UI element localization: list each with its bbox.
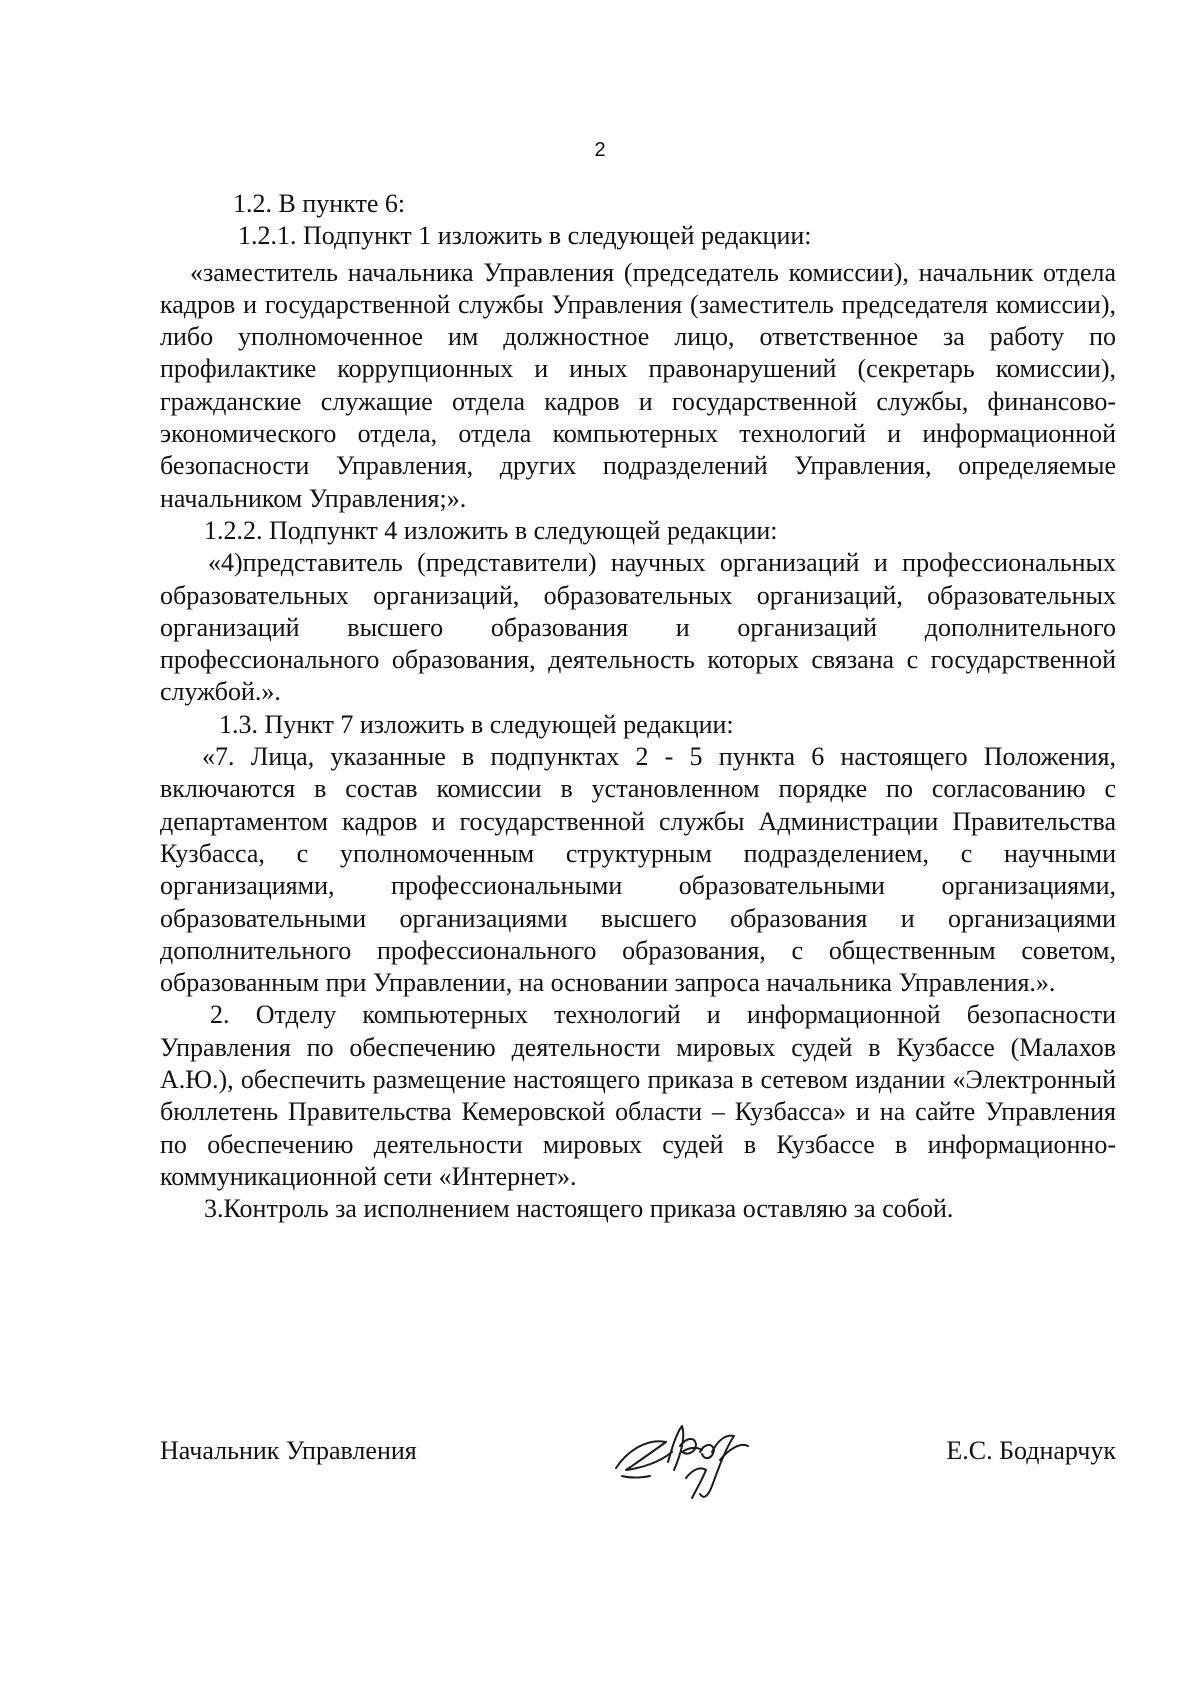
page-number: 2 [594,139,606,161]
document-body [160,188,1116,1226]
handwritten-signature [608,1390,758,1505]
signatory-position: Начальник Управления [160,1436,417,1465]
signatory-name: Е.С. Боднарчук [946,1436,1116,1465]
paragraph-quote-item-7: «7. Лица, указанные в подпунктах 2 - 5 пункта 6 настоящего Положения, включаются в состав комиссии в установленном порядке по согласованию с департаментом кадров и государственной службы Администрации Правительства Кузбасса, с уполномоченным структурным подразделением, с научными организациями, профессиональными образовательными организациями, образовательными организациями высшего образования и организациями дополнительного профессионального образования, с общественным советом, образованным при Управлении, на основании запроса начальника Управления.». [160,742,1116,998]
paragraph-1-2: 1.2. В пункте 6: [233,189,406,218]
paragraph-1-3: 1.3. Пункт 7 изложить в следующей редакции: [219,709,734,739]
signature-block [160,1428,1116,1538]
paragraph-2: 2. Отделу компьютерных технологий и информационной безопасности Управления по обеспечению деятельности мировых судей в Кузбассе (Малахов А.Ю.), обеспечить размещение настоящего приказа в сетевом издании «Электронный бюллетень Правительства Кемеровской области – Кузбасса» и на сайте Управления по обеспечению деятельности мировых судей в Кузбассе в информационно-коммуникационной сети «Интернет». [160,1000,1116,1191]
paragraph-1-2-2: 1.2.2. Подпункт 4 изложить в следующей редакции: [204,515,778,545]
paragraph-1-2-1: 1.2.1. Подпункт 1 изложить в следующей редакции: [238,221,812,251]
paragraph-quote-subitem-4: «4)представитель (представители) научных организаций и профессиональных образовательных организаций, образовательных организаций, образовательных организаций высшего образования и организаций дополнительного профессионального образования, деятельность которых связана с государственной службой.». [160,548,1116,707]
paragraph-quote-subitem-1: «заместитель начальника Управления (председатель комиссии), начальник отдела кадров и государственной службы Управления (заместитель председателя комиссии), либо уполномоченное им должностное лицо, ответственное за работу по профилактике коррупционных и иных правонарушений (секретарь комиссии), гражданские служащие отдела кадров и государственной службы, финансово-экономического отдела, отдела компьютерных технологий и информационной безопасности Управления, других подразделений Управления, определяемые начальником Управления;». [160,257,1116,513]
paragraph-3: 3.Контроль за исполнением настоящего приказа оставляю за собой. [204,1194,954,1224]
